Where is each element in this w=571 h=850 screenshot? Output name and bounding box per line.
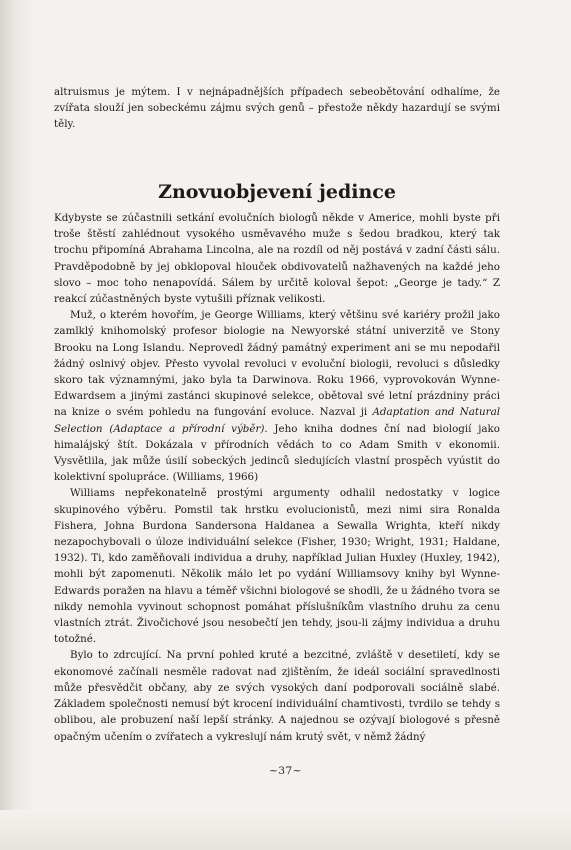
section-heading: Znovuobjevení jedince	[158, 180, 396, 203]
body-paragraph-2-text-b: . Jeho kniha dodnes ční nad biologií jako himalájský štít. Dokázala v přírodních vědách to co Adam Smith v ekonomii. Vysvětlila, jak může úsilí sobeckých jedinců sledujících vlastní prospěch vyústit do kolektivní spolupráce. (Williams, 1966)	[54, 422, 500, 484]
body-paragraph-2-text-a: Muž, o kterém hovořím, je George Williams, který většinu své kariéry prožil jako zamlklý knihomolský profesor biologie na Newyorské státní univerzitě ve Stony Brooku na Long Islandu. Neprovedl žádný památný experiment ani se mu nepodařil žádný oslnivý objev. Přesto vyvolal revoluci v evoluční biologii, revoluci s důsledky skoro tak významnými, jako byla ta Darwinova. Roku 1966, vyprovokován Wynne-Edwardsem a jinými zastánci skupinové selekce, obětoval své letní prázdniny práci na knize o svém pohledu na fungování evoluce. Nazval ji	[54, 309, 500, 419]
body-paragraph-3: Williams nepřekonatelně prostými argumenty odhalil nedostatky v logice skupinového výběru. Pomstil tak hrstku evolucionistů, mezi nimi sira Ronalda Fishera, Johna Burdona Sandersona Haldanea a Sewalla Wrighta, kteří nikdy nezapochybovali o úloze individuální selekce (Fisher, 1930; Wright, 1931; Haldane, 1932). Ti, kdo zaměňovali individua a druhy, například Julian Huxley (Huxley, 1942), mohli být zapomenuti. Několik málo let po vydání Williamsovy knihy byl Wynne-Edwards poražen na hlavu a téměř všichni biologové se shodli, že u žádného tvora se nikdy nemohla vyvinout schopnost pomáhat příslušníkům vlastního druhu za cenu vlastních ztrát. Živočichové jsou nesobečtí jen tehdy, jsou-li zájmy individua a druhu totožné.	[54, 487, 500, 646]
section-body	[54, 210, 500, 745]
opening-text	[54, 84, 500, 133]
book-title: Adaptation and Natural Selection (Adaptace a přírodní výběr)	[54, 406, 501, 435]
body-paragraph-2	[54, 307, 500, 485]
book-gutter-shadow	[0, 0, 34, 850]
page-bottom-shadow	[0, 810, 571, 850]
body-paragraph-1: Kdybyste se zúčastnili setkání evolučních biologů někde v Americe, mohli byste při troše štěstí zahlédnout vysokého usměvavého muže s šedou bradkou, který tak trochu připomíná Abrahama Lincolna, ale na rozdíl od něj postává v zadní části sálu. Pravděpodobně by jej obklopoval hlouček obdivovatelů nažhavených na každé jeho slovo – moc toho nenapovídá. Sálem by určitě koloval šepot: „George je tady.“ Z reakcí zúčastněných byste vytušili příznak velikosti.	[54, 212, 500, 306]
page-number: ~37~	[269, 765, 302, 777]
opening-paragraph: altruismus je mýtem. I v nejnápadnějších případech sebeobětování odhalíme, že zvířata slouží jen sobeckému zájmu svých genů – přestože někdy hazardují se svými těly.	[54, 86, 500, 131]
body-paragraph-4: Bylo to zdrcující. Na první pohled kruté a bezcitné, zvláště v desetiletí, kdy se ekonomové začínali nesměle radovat nad zjištěním, že ideál sociální spravedlnosti může přesvědčit občany, aby ze svých vysokých daní podporovali sociálně slabé. Základem společnosti nemusí být krocení individuální chamtivosti, tvrdilo se tehdy s oblibou, ale probuzení naší lepší stránky. A najednou se ozývají biologové s přesně opačným učením o zvířatech a vykreslují nám krutý svět, v němž žádný	[54, 649, 500, 743]
